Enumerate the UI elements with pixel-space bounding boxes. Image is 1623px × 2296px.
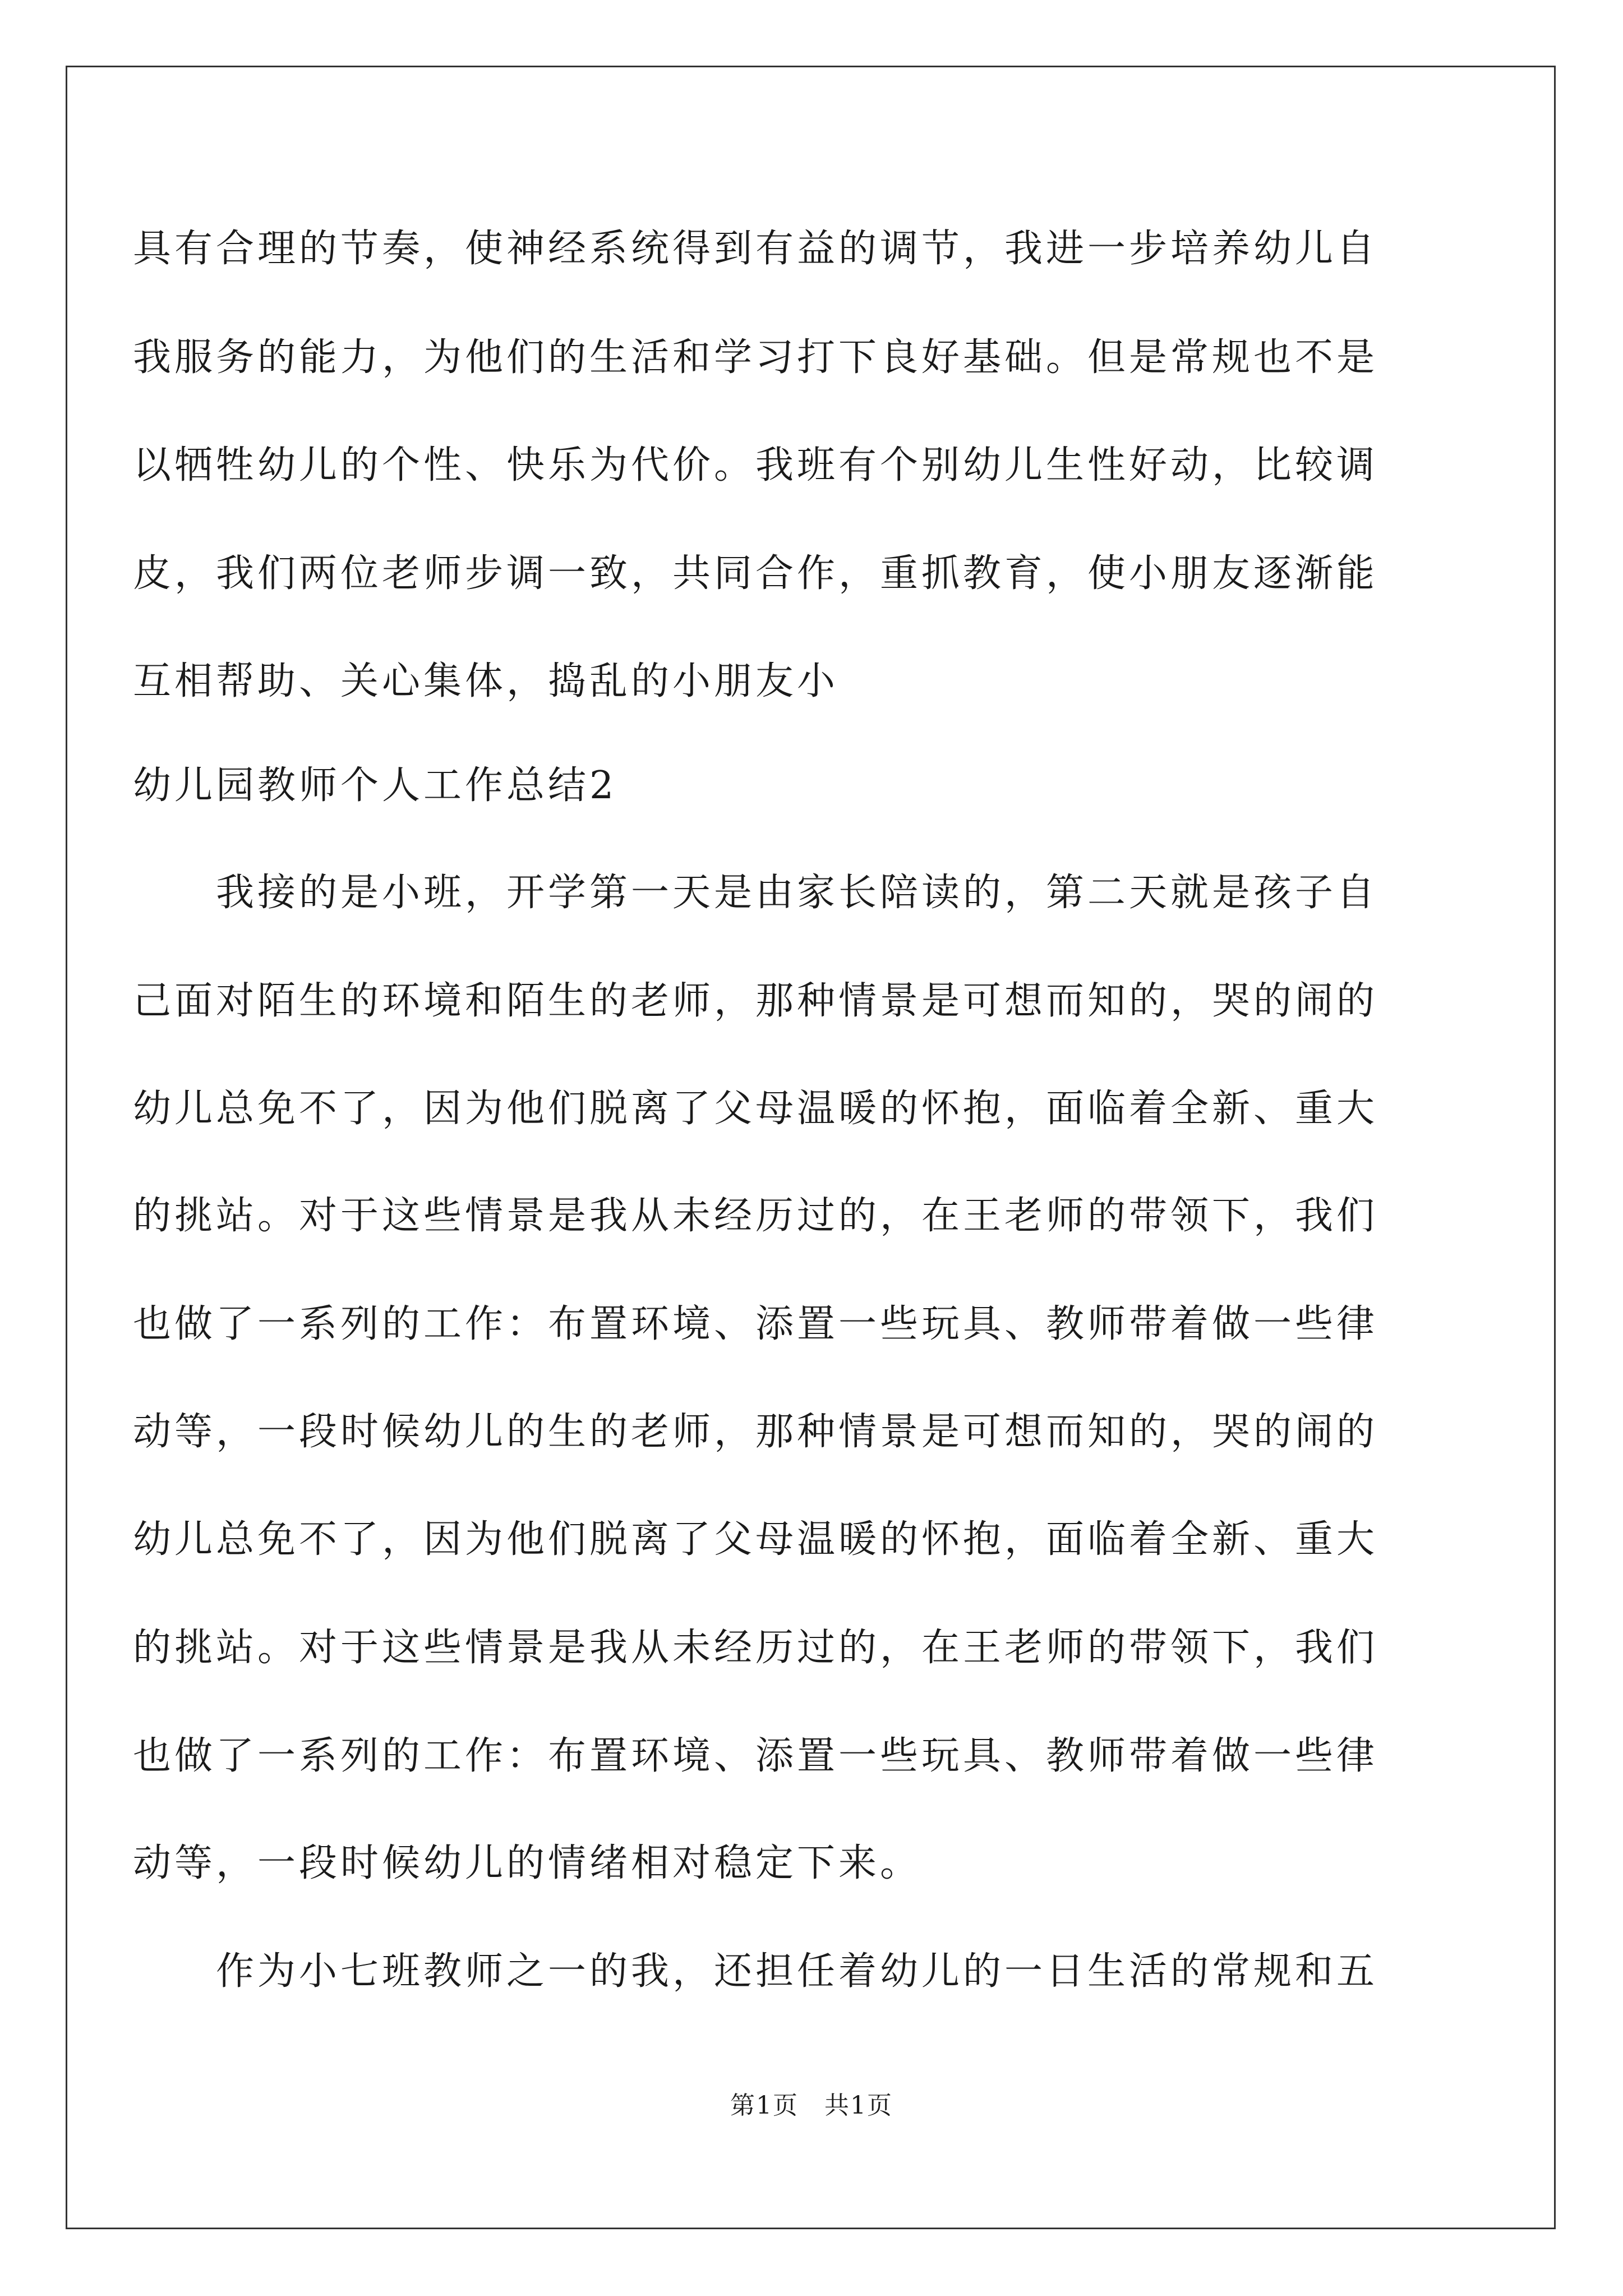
body-line: 的挑站。对于这些情景是我从未经历过的，在王老师的带领下，我们 <box>133 1626 1378 1670</box>
page-footer: 第1页 共1页 <box>730 2091 893 2120</box>
body-line: 互相帮助、关心集体，捣乱的小朋友小 <box>133 659 839 703</box>
body-line: 的挑站。对于这些情景是我从未经历过的，在王老师的带领下，我们 <box>133 1194 1378 1238</box>
body-line: 具有合理的节奏，使神经系统得到有益的调节，我进一步培养幼儿自 <box>133 227 1378 271</box>
body-line: 幼儿总免不了，因为他们脱离了父母温暖的怀抱，面临着全新、重大 <box>133 1087 1378 1131</box>
body-line: 动等，一段时候幼儿的生的老师，那种情景是可想而知的，哭的闹的 <box>133 1410 1378 1454</box>
body-line: 幼儿总免不了，因为他们脱离了父母温暖的怀抱，面临着全新、重大 <box>133 1517 1378 1562</box>
body-line: 己面对陌生的环境和陌生的老师，那种情景是可想而知的，哭的闹的 <box>133 979 1378 1023</box>
body-line: 我接的是小班，开学第一天是由家长陪读的，第二天就是孩子自 <box>133 871 1378 915</box>
body-line: 作为小七班教师之一的我，还担任着幼儿的一日生活的常规和五 <box>133 1949 1378 1994</box>
body-line: 皮，我们两位老师步调一致，共同合作，重抓教育，使小朋友逐渐能 <box>133 551 1378 596</box>
body-line: 动等，一段时候幼儿的情绪相对稳定下来。 <box>133 1841 922 1885</box>
body-line: 也做了一系列的工作：布置环境、添置一些玩具、教师带着做一些律 <box>133 1302 1378 1346</box>
body-line: 也做了一系列的工作：布置环境、添置一些玩具、教师带着做一些律 <box>133 1734 1378 1778</box>
body-line: 我服务的能力，为他们的生活和学习打下良好基础。但是常规也不是 <box>133 335 1378 380</box>
body-line: 以牺牲幼儿的个性、快乐为代价。我班有个别幼儿生性好动，比较调 <box>133 443 1378 487</box>
page-border <box>66 66 1556 2229</box>
section-heading: 幼儿园教师个人工作总结2 <box>133 763 617 808</box>
